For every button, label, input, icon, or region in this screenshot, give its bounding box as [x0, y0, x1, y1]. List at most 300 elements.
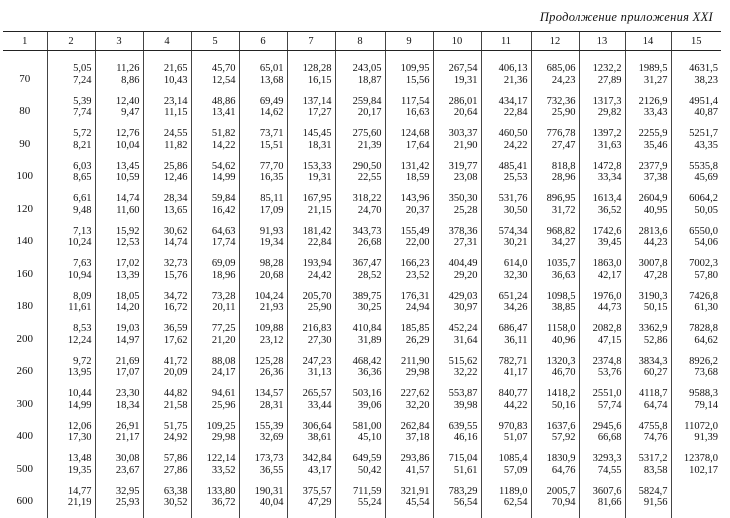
cell-upper-value: 7426,8	[672, 291, 719, 303]
cell-lower-value: 73,68	[672, 367, 719, 379]
cell-lower-value: 22,84	[482, 107, 528, 119]
column-header: 15	[671, 32, 721, 51]
cell-lower-value: 25,90	[532, 107, 576, 119]
cell-lower-value: 11,15	[144, 107, 188, 119]
cell-upper-value: 303,37	[434, 128, 478, 140]
cell-upper-value: 5535,8	[672, 161, 719, 173]
table-cell	[95, 258, 143, 291]
column-header: 1	[3, 32, 47, 51]
table-cell	[625, 258, 671, 291]
table-cell	[385, 258, 433, 291]
cell-lower-value: 14,99	[192, 172, 236, 184]
cell-upper-value: 375,57	[288, 486, 332, 498]
cell-upper-value: 651,24	[482, 291, 528, 303]
cell-upper-value: 2945,6	[580, 421, 622, 433]
table-cell	[433, 453, 481, 486]
cell-upper-value: 970,83	[482, 421, 528, 433]
cell-upper-value: 216,83	[288, 323, 332, 335]
cell-lower-value: 40,04	[240, 497, 284, 509]
cell-upper-value: 65,01	[240, 63, 284, 75]
table-cell	[433, 356, 481, 389]
cell-upper-value: 2005,7	[532, 486, 576, 498]
cell-lower-value: 25,28	[434, 205, 478, 217]
cell-lower-value: 46,70	[532, 367, 576, 379]
cell-upper-value: 3190,3	[626, 291, 668, 303]
cell-lower-value: 36,72	[192, 497, 236, 509]
cell-upper-value: 19,03	[96, 323, 140, 335]
cell-lower-value: 10,59	[96, 172, 140, 184]
cell-lower-value: 21,19	[48, 497, 92, 509]
cell-lower-value: 79,14	[672, 400, 719, 412]
table-cell	[625, 128, 671, 161]
table-cell	[287, 193, 335, 226]
table-cell	[287, 128, 335, 161]
cell-upper-value: 3293,3	[580, 453, 622, 465]
cell-upper-value: 15,92	[96, 226, 140, 238]
table-cell	[579, 486, 625, 518]
table-cell	[625, 96, 671, 129]
cell-lower-value: 30,21	[482, 237, 528, 249]
cell-lower-value: 50,42	[336, 465, 382, 477]
cell-lower-value: 13,68	[240, 75, 284, 87]
table-row	[3, 128, 721, 161]
table-cell	[625, 356, 671, 389]
cell-upper-value: 711,59	[336, 486, 382, 498]
table-cell	[143, 96, 191, 129]
table-cell	[481, 128, 531, 161]
cell-upper-value: 134,57	[240, 388, 284, 400]
cell-upper-value: 343,73	[336, 226, 382, 238]
cell-lower-value: 20,17	[336, 107, 382, 119]
cell-upper-value: 7,13	[48, 226, 92, 238]
cell-lower-value: 41,17	[482, 367, 528, 379]
cell-upper-value: 30,62	[144, 226, 188, 238]
cell-upper-value: 290,50	[336, 161, 382, 173]
table-cell	[239, 226, 287, 259]
table-cell	[239, 161, 287, 194]
cell-lower-value: 32,22	[434, 367, 478, 379]
cell-lower-value: 28,31	[240, 400, 284, 412]
cell-lower-value: 31,72	[532, 205, 576, 217]
cell-lower-value: 22,55	[336, 172, 382, 184]
table-cell	[47, 323, 95, 356]
cell-upper-value: 378,36	[434, 226, 478, 238]
cell-lower-value: 102,17	[672, 465, 719, 477]
cell-lower-value: 41,57	[386, 465, 430, 477]
table-cell	[531, 291, 579, 324]
cell-upper-value: 137,14	[288, 96, 332, 108]
cell-upper-value: 14,74	[96, 193, 140, 205]
table-cell	[239, 291, 287, 324]
cell-upper-value: 32,95	[96, 486, 140, 498]
cell-lower-value: 21,15	[288, 205, 332, 217]
table-cell	[433, 51, 481, 96]
cell-lower-value: 32,69	[240, 432, 284, 444]
cell-lower-value: 62,54	[482, 497, 528, 509]
cell-lower-value: 35,46	[626, 140, 668, 152]
table-cell	[481, 226, 531, 259]
cell-upper-value: 685,06	[532, 63, 576, 75]
table-cell	[143, 51, 191, 96]
cell-lower-value: 34,26	[482, 302, 528, 314]
table-cell	[433, 421, 481, 454]
cell-lower-value: 37,18	[386, 432, 430, 444]
table-cell	[579, 453, 625, 486]
table-cell	[579, 323, 625, 356]
cell-lower-value: 36,63	[532, 270, 576, 282]
table-cell	[625, 486, 671, 518]
table-cell	[481, 421, 531, 454]
cell-upper-value: 3834,3	[626, 356, 668, 368]
cell-upper-value: 104,24	[240, 291, 284, 303]
cell-upper-value: 262,84	[386, 421, 430, 433]
cell-upper-value: 553,87	[434, 388, 478, 400]
cell-lower-value: 70,94	[532, 497, 576, 509]
cell-lower-value: 12,24	[48, 335, 92, 347]
table-cell	[335, 291, 385, 324]
cell-lower-value: 74,55	[580, 465, 622, 477]
table-cell	[335, 161, 385, 194]
cell-upper-value: 25,86	[144, 161, 188, 173]
cell-upper-value: 8,09	[48, 291, 92, 303]
cell-upper-value: 1613,4	[580, 193, 622, 205]
cell-upper-value: 318,22	[336, 193, 382, 205]
table-cell	[531, 258, 579, 291]
cell-lower-value: 27,31	[434, 237, 478, 249]
cell-upper-value: 77,25	[192, 323, 236, 335]
table-cell	[335, 128, 385, 161]
table-cell	[671, 356, 721, 389]
cell-upper-value: 434,17	[482, 96, 528, 108]
cell-lower-value: 28,96	[532, 172, 576, 184]
cell-lower-value: 21,39	[336, 140, 382, 152]
table-cell	[191, 388, 239, 421]
cell-upper-value: 205,70	[288, 291, 332, 303]
cell-upper-value: 190,31	[240, 486, 284, 498]
cell-upper-value: 193,94	[288, 258, 332, 270]
cell-upper-value: 243,05	[336, 63, 382, 75]
cell-upper-value: 11072,0	[672, 421, 719, 433]
column-header: 14	[625, 32, 671, 51]
cell-lower-value: 26,36	[240, 367, 284, 379]
table-cell	[531, 96, 579, 129]
cell-upper-value: 2377,9	[626, 161, 668, 173]
table-cell	[531, 128, 579, 161]
table-cell	[531, 193, 579, 226]
table-cell	[191, 356, 239, 389]
cell-lower-value: 91,56	[626, 497, 668, 509]
table-cell	[191, 193, 239, 226]
cell-lower-value: 22,84	[288, 237, 332, 249]
cell-lower-value: 33,44	[288, 400, 332, 412]
table-cell	[239, 258, 287, 291]
cell-lower-value: 8,21	[48, 140, 92, 152]
table-cell	[335, 226, 385, 259]
cell-lower-value: 43,17	[288, 465, 332, 477]
cell-upper-value: 1098,5	[532, 291, 576, 303]
cell-upper-value: 109,25	[192, 421, 236, 433]
table-cell	[335, 486, 385, 518]
cell-upper-value: 21,69	[96, 356, 140, 368]
table-cell	[95, 388, 143, 421]
cell-lower-value: 13,65	[144, 205, 188, 217]
cell-lower-value: 17,27	[288, 107, 332, 119]
table-cell	[481, 453, 531, 486]
table-cell	[95, 128, 143, 161]
cell-lower-value: 13,39	[96, 270, 140, 282]
cell-lower-value: 44,23	[626, 237, 668, 249]
table-cell	[531, 161, 579, 194]
cell-lower-value: 23,12	[240, 335, 284, 347]
cell-upper-value: 4951,4	[672, 96, 719, 108]
table-cell	[671, 51, 721, 96]
cell-lower-value: 50,15	[626, 302, 668, 314]
cell-upper-value: 350,30	[434, 193, 478, 205]
cell-lower-value: 17,09	[240, 205, 284, 217]
table-cell	[671, 161, 721, 194]
cell-lower-value: 21,17	[96, 432, 140, 444]
cell-upper-value: 406,13	[482, 63, 528, 75]
cell-lower-value: 39,06	[336, 400, 382, 412]
table-cell	[671, 226, 721, 259]
cell-lower-value: 32,20	[386, 400, 430, 412]
cell-lower-value: 8,86	[96, 75, 140, 87]
cell-lower-value: 50,16	[532, 400, 576, 412]
cell-lower-value: 14,62	[240, 107, 284, 119]
cell-upper-value: 503,16	[336, 388, 382, 400]
cell-lower-value: 46,16	[434, 432, 478, 444]
header-row	[3, 32, 721, 51]
cell-lower-value: 26,68	[336, 237, 382, 249]
cell-lower-value: 14,20	[96, 302, 140, 314]
table-cell	[671, 193, 721, 226]
cell-upper-value: 1317,3	[580, 96, 622, 108]
table-cell	[579, 226, 625, 259]
table-cell	[385, 421, 433, 454]
cell-upper-value: 73,28	[192, 291, 236, 303]
cell-upper-value: 3007,8	[626, 258, 668, 270]
table-cell	[47, 193, 95, 226]
cell-lower-value: 15,76	[144, 270, 188, 282]
cell-upper-value: 59,84	[192, 193, 236, 205]
cell-upper-value: 124,68	[386, 128, 430, 140]
table-cell	[579, 356, 625, 389]
cell-upper-value: 69,49	[240, 96, 284, 108]
cell-upper-value: 173,73	[240, 453, 284, 465]
cell-upper-value: 460,50	[482, 128, 528, 140]
table-cell	[287, 356, 335, 389]
cell-lower-value: 9,48	[48, 205, 92, 217]
cell-lower-value: 17,64	[386, 140, 430, 152]
cell-lower-value: 17,07	[96, 367, 140, 379]
cell-upper-value: 227,62	[386, 388, 430, 400]
table-cell	[47, 128, 95, 161]
table-cell	[335, 96, 385, 129]
table-cell	[531, 486, 579, 518]
table-cell	[625, 161, 671, 194]
table-cell	[385, 161, 433, 194]
table-cell	[143, 226, 191, 259]
table-cell	[481, 51, 531, 96]
cell-upper-value: 176,31	[386, 291, 430, 303]
table-cell	[579, 161, 625, 194]
cell-lower-value: 40,95	[626, 205, 668, 217]
table-cell	[385, 96, 433, 129]
cell-upper-value: 143,96	[386, 193, 430, 205]
cell-upper-value: 167,95	[288, 193, 332, 205]
cell-upper-value: 1035,7	[532, 258, 576, 270]
cell-upper-value: 4755,8	[626, 421, 668, 433]
cell-lower-value: 26,29	[386, 335, 430, 347]
cell-lower-value: 14,97	[96, 335, 140, 347]
table-cell	[287, 51, 335, 96]
cell-lower-value: 14,99	[48, 400, 92, 412]
table-cell	[95, 193, 143, 226]
cell-lower-value: 24,92	[144, 432, 188, 444]
table-cell	[143, 128, 191, 161]
cell-lower-value: 30,97	[434, 302, 478, 314]
cell-upper-value: 11,26	[96, 63, 140, 75]
cell-lower-value: 36,36	[336, 367, 382, 379]
table-cell	[287, 226, 335, 259]
cell-upper-value: 485,41	[482, 161, 528, 173]
table-cell	[433, 291, 481, 324]
table-cell	[385, 356, 433, 389]
cell-lower-value: 29,82	[580, 107, 622, 119]
cell-lower-value: 8,65	[48, 172, 92, 184]
cell-upper-value: 5317,2	[626, 453, 668, 465]
table-cell	[47, 258, 95, 291]
cell-upper-value: 818,8	[532, 161, 576, 173]
cell-lower-value: 31,27	[626, 75, 668, 87]
cell-lower-value: 29,20	[434, 270, 478, 282]
column-header: 4	[143, 32, 191, 51]
table-cell	[385, 453, 433, 486]
cell-lower-value: 21,36	[482, 75, 528, 87]
table-cell	[433, 486, 481, 518]
cell-lower-value: 25,90	[288, 302, 332, 314]
table-cell	[143, 486, 191, 518]
cell-upper-value: 51,82	[192, 128, 236, 140]
cell-upper-value: 9588,3	[672, 388, 719, 400]
table-cell	[95, 51, 143, 96]
cell-lower-value: 20,37	[386, 205, 430, 217]
cell-lower-value: 11,82	[144, 140, 188, 152]
cell-upper-value: 574,34	[482, 226, 528, 238]
cell-lower-value: 40,96	[532, 335, 576, 347]
cell-lower-value: 13,95	[48, 367, 92, 379]
cell-upper-value: 133,80	[192, 486, 236, 498]
cell-upper-value: 155,39	[240, 421, 284, 433]
cell-upper-value: 125,28	[240, 356, 284, 368]
cell-upper-value: 12,06	[48, 421, 92, 433]
row-label: 400	[3, 421, 47, 454]
table-cell	[625, 453, 671, 486]
table-cell	[191, 51, 239, 96]
table-cell	[191, 161, 239, 194]
table-cell	[239, 486, 287, 518]
cell-lower-value: 11,61	[48, 302, 92, 314]
table-row	[3, 96, 721, 129]
table-cell	[579, 51, 625, 96]
cell-upper-value: 32,73	[144, 258, 188, 270]
cell-upper-value: 7828,8	[672, 323, 719, 335]
table-cell	[579, 421, 625, 454]
column-header: 13	[579, 32, 625, 51]
cell-lower-value: 21,93	[240, 302, 284, 314]
cell-upper-value: 267,54	[434, 63, 478, 75]
table-row	[3, 193, 721, 226]
cell-lower-value: 54,06	[672, 237, 719, 249]
row-label: 260	[3, 356, 47, 389]
cell-lower-value: 16,35	[240, 172, 284, 184]
cell-upper-value: 342,84	[288, 453, 332, 465]
table-cell	[625, 291, 671, 324]
cell-upper-value: 286,01	[434, 96, 478, 108]
cell-lower-value: 52,86	[626, 335, 668, 347]
table-row	[3, 258, 721, 291]
table-cell	[433, 161, 481, 194]
cell-upper-value: 1232,2	[580, 63, 622, 75]
cell-lower-value: 10,94	[48, 270, 92, 282]
cell-lower-value: 39,45	[580, 237, 622, 249]
table-cell	[385, 388, 433, 421]
cell-upper-value: 17,02	[96, 258, 140, 270]
cell-upper-value: 2126,9	[626, 96, 668, 108]
table-cell	[287, 291, 335, 324]
table-cell	[191, 323, 239, 356]
cell-upper-value: 247,23	[288, 356, 332, 368]
cell-upper-value: 26,91	[96, 421, 140, 433]
table-row	[3, 388, 721, 421]
table-cell	[671, 486, 721, 518]
cell-upper-value: 293,86	[386, 453, 430, 465]
table-cell	[239, 323, 287, 356]
cell-upper-value: 2604,9	[626, 193, 668, 205]
cell-upper-value: 131,42	[386, 161, 430, 173]
cell-lower-value: 55,24	[336, 497, 382, 509]
cell-upper-value: 91,93	[240, 226, 284, 238]
table-cell	[143, 323, 191, 356]
cell-lower-value: 24,42	[288, 270, 332, 282]
cell-upper-value: 321,91	[386, 486, 430, 498]
cell-upper-value: 410,84	[336, 323, 382, 335]
cell-upper-value: 94,61	[192, 388, 236, 400]
table-cell	[335, 356, 385, 389]
cell-lower-value: 16,72	[144, 302, 188, 314]
cell-lower-value: 57,74	[580, 400, 622, 412]
cell-lower-value: 9,47	[96, 107, 140, 119]
cell-upper-value: 109,95	[386, 63, 430, 75]
cell-upper-value: 8,53	[48, 323, 92, 335]
table-cell	[335, 388, 385, 421]
cell-lower-value: 56,54	[434, 497, 478, 509]
table-cell	[143, 193, 191, 226]
cell-lower-value: 36,55	[240, 465, 284, 477]
cell-upper-value: 639,55	[434, 421, 478, 433]
cell-lower-value: 18,31	[288, 140, 332, 152]
cell-upper-value: 776,78	[532, 128, 576, 140]
table-cell	[287, 388, 335, 421]
cell-lower-value: 23,52	[386, 270, 430, 282]
cell-upper-value: 7,63	[48, 258, 92, 270]
table-cell	[481, 96, 531, 129]
table-cell	[143, 291, 191, 324]
cell-upper-value: 4118,7	[626, 388, 668, 400]
cell-lower-value: 20,68	[240, 270, 284, 282]
table-cell	[95, 453, 143, 486]
cell-lower-value: 18,59	[386, 172, 430, 184]
